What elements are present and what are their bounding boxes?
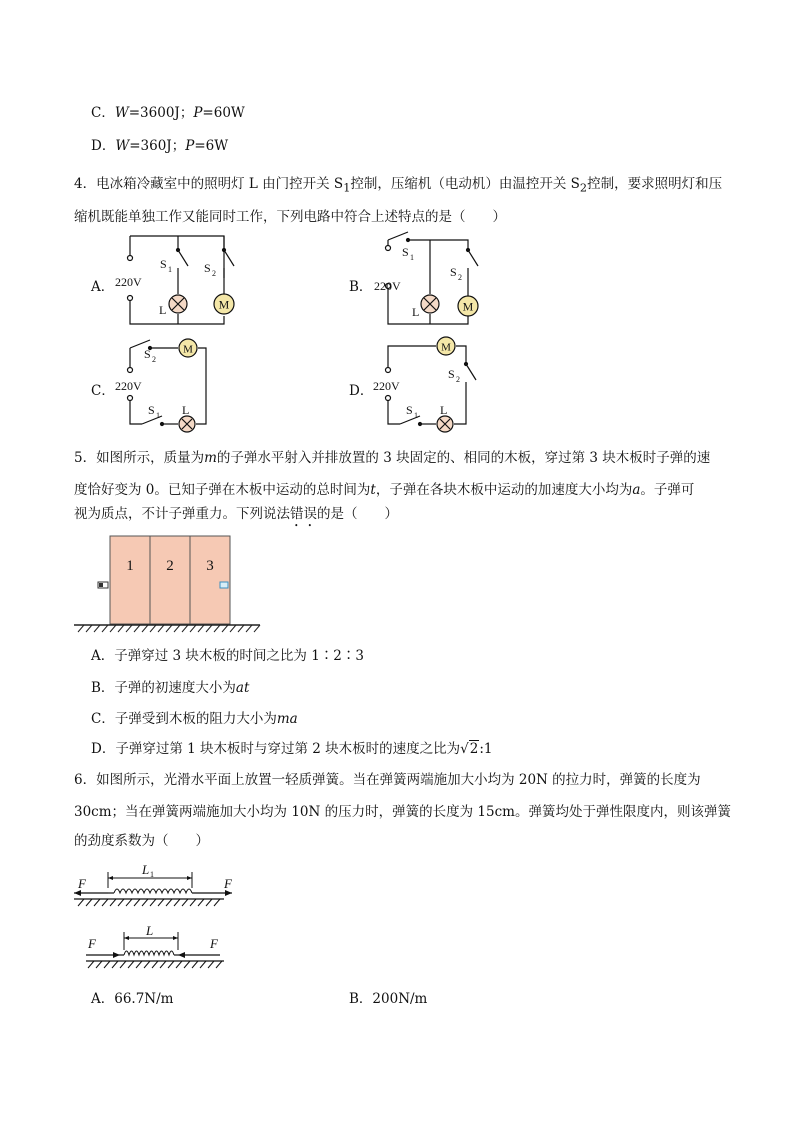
svg-text:M: M: [441, 341, 451, 354]
option-label: C．: [91, 383, 115, 399]
w-value: =3600J；: [128, 105, 194, 121]
svg-text:L: L: [440, 403, 448, 417]
q4-stem-line2: [74, 205, 506, 225]
svg-text:M: M: [218, 297, 230, 312]
svg-text:L: L: [142, 862, 150, 877]
svg-text:S: S: [160, 257, 167, 271]
motor-icon: [214, 294, 234, 314]
circuit-diagram-a: [112, 228, 242, 330]
q6-stem-line3: [74, 829, 209, 849]
q3-option-c[interactable]: [91, 101, 245, 121]
q5-stem-line3: [74, 502, 398, 530]
q6-option-b[interactable]: [349, 987, 427, 1007]
svg-text:S: S: [204, 261, 211, 275]
svg-text:220V: 220V: [374, 279, 401, 293]
q3-option-d[interactable]: [91, 134, 228, 154]
svg-text:2: 2: [458, 273, 462, 282]
svg-text:2: 2: [212, 269, 216, 278]
svg-text:1: 1: [414, 411, 418, 420]
option-text: D．子弹穿过第 1 块木板时与穿过第 2 块木板时的速度之比为: [91, 741, 461, 757]
svg-text:S: S: [450, 265, 457, 279]
q4-text: 缩机既能单独工作又能同时工作，下列电路中符合上述特点的是（ ）: [74, 209, 506, 225]
svg-text:220V: 220V: [373, 379, 400, 393]
svg-text:F: F: [210, 936, 218, 951]
q4-text: 4．电冰箱冷藏室中的照明灯 L 由门控开关 S: [74, 176, 344, 192]
lamp-icon: [437, 416, 453, 432]
svg-text:1: 1: [150, 870, 154, 879]
q5-option-b[interactable]: [91, 676, 249, 696]
svg-text:2: 2: [152, 355, 156, 364]
svg-text:F: F: [78, 876, 86, 891]
bullet-final-position-icon: [220, 582, 228, 588]
board-3: [190, 536, 230, 624]
lamp-icon: [421, 295, 439, 313]
spring-figures: [74, 858, 244, 974]
svg-text:3: 3: [206, 558, 214, 574]
var-w: W: [115, 138, 130, 154]
ground-hatching: [74, 625, 260, 632]
svg-text:M: M: [183, 343, 193, 356]
option-label: C．: [91, 105, 115, 121]
svg-text:F: F: [224, 876, 232, 891]
svg-text:S: S: [402, 245, 409, 259]
q5-option-d[interactable]: [91, 737, 493, 757]
svg-text:L: L: [159, 303, 167, 317]
board-2: [150, 536, 190, 624]
motor-icon: [458, 296, 478, 316]
var-w: W: [114, 105, 129, 121]
q5-stem-line2: [74, 478, 694, 498]
q5-text: 度恰好变为 0。已知子弹在木板中运动的总时间为: [74, 482, 371, 498]
option-label: A．: [91, 279, 115, 295]
q6-text: 30cm；当在弹簧两端施加大小均为 10N 的压力时，弹簧的长度为 15cm。弹簧均处于弹性限度内，则该弹簧: [74, 804, 731, 820]
option-formula: ma: [276, 711, 298, 727]
option-text: :1: [479, 741, 493, 757]
svg-text:M: M: [462, 299, 474, 314]
svg-text:S: S: [406, 403, 413, 417]
svg-text:S: S: [144, 347, 151, 361]
spring-stretched: [74, 862, 233, 906]
circuit-diagram-b: [370, 228, 500, 330]
var-t: t: [370, 482, 376, 498]
svg-text:2: 2: [456, 375, 460, 384]
p-value: =60W: [202, 105, 245, 121]
var-p: P: [185, 138, 195, 154]
q5-option-a[interactable]: [91, 644, 364, 664]
q6-text: 6．如图所示，光滑水平面上放置一轻质弹簧。当在弹簧两端施加大小均为 20N 的拉力时，弹簧的长度为: [74, 772, 701, 788]
svg-text:1: 1: [126, 558, 134, 574]
var-m: m: [204, 450, 217, 466]
sqrt-radicand: 2: [469, 741, 479, 757]
q6-option-a[interactable]: [91, 987, 173, 1007]
q5-stem-line1: [74, 446, 710, 466]
q4-text: 控制，压缩机（电动机）由温控开关 S: [350, 176, 580, 192]
motor-icon: [179, 339, 197, 357]
option-formula: at: [235, 680, 250, 696]
emphasis-text: 错误: [290, 506, 317, 522]
svg-text:220V: 220V: [115, 379, 142, 393]
svg-text:1: 1: [168, 265, 172, 274]
sqrt-symbol: √2: [460, 741, 479, 757]
q5-text: 的是（ ）: [317, 506, 398, 522]
w-value: =360J；: [129, 138, 186, 154]
svg-text:1: 1: [410, 253, 414, 262]
option-text: C．子弹受到木板的阻力大小为: [91, 711, 277, 727]
option-label: D．: [349, 383, 374, 399]
lamp-icon: [169, 295, 187, 313]
q4-option-b[interactable]: [349, 275, 372, 295]
option-text: A．子弹穿过 3 块木板的时间之比为 1∶2∶3: [91, 648, 364, 664]
spring-compressed: [86, 923, 224, 968]
board-1: [110, 536, 150, 624]
svg-text:S: S: [148, 403, 155, 417]
svg-text:2: 2: [166, 558, 174, 574]
q5-option-c[interactable]: [91, 707, 298, 727]
var-p: P: [193, 105, 203, 121]
var-a: a: [632, 482, 641, 498]
option-text: B．子弹的初速度大小为: [91, 680, 236, 696]
option-label: D．: [91, 138, 116, 154]
subscript: 1: [343, 181, 351, 195]
svg-text:S: S: [448, 367, 455, 381]
q4-option-a[interactable]: [91, 275, 114, 295]
svg-text:L: L: [412, 305, 420, 319]
svg-text:220V: 220V: [115, 275, 142, 289]
subscript: 2: [579, 181, 588, 195]
q4-stem-line1: [74, 172, 722, 195]
option-text: B．200N/m: [349, 991, 428, 1007]
motor-icon: [437, 337, 455, 355]
option-label: B．: [349, 279, 373, 295]
q4-text: 控制，要求照明灯和压: [587, 176, 723, 192]
lamp-icon: [179, 416, 195, 432]
svg-text:1: 1: [156, 411, 160, 420]
option-text: A．66.7N/m: [91, 991, 174, 1007]
q6-stem-line1: [74, 768, 701, 788]
svg-text:L: L: [146, 923, 154, 938]
q5-text: 视为质点，不计子弹重力。下列说法: [74, 506, 290, 522]
q5-text: ，子弹在各块木板中运动的加速度大小均为: [375, 482, 633, 498]
q5-text: 5．如图所示，质量为: [74, 450, 205, 466]
q5-text: 的子弹水平射入并排放置的 3 块固定的、相同的木板，穿过第 3 块木板时子弹的速: [216, 450, 711, 466]
q6-stem-line2: [74, 800, 731, 820]
svg-text:L: L: [182, 403, 190, 417]
bullet-icon: [98, 582, 108, 588]
q6-text: 的劲度系数为（ ）: [74, 833, 209, 849]
p-value: =6W: [194, 138, 229, 154]
q5-text: 。子弹可: [640, 482, 695, 498]
circuit-diagram-c: [112, 334, 222, 434]
svg-text:F: F: [88, 936, 96, 951]
circuit-diagram-d: [370, 334, 480, 434]
wooden-boards-figure: [74, 532, 264, 636]
